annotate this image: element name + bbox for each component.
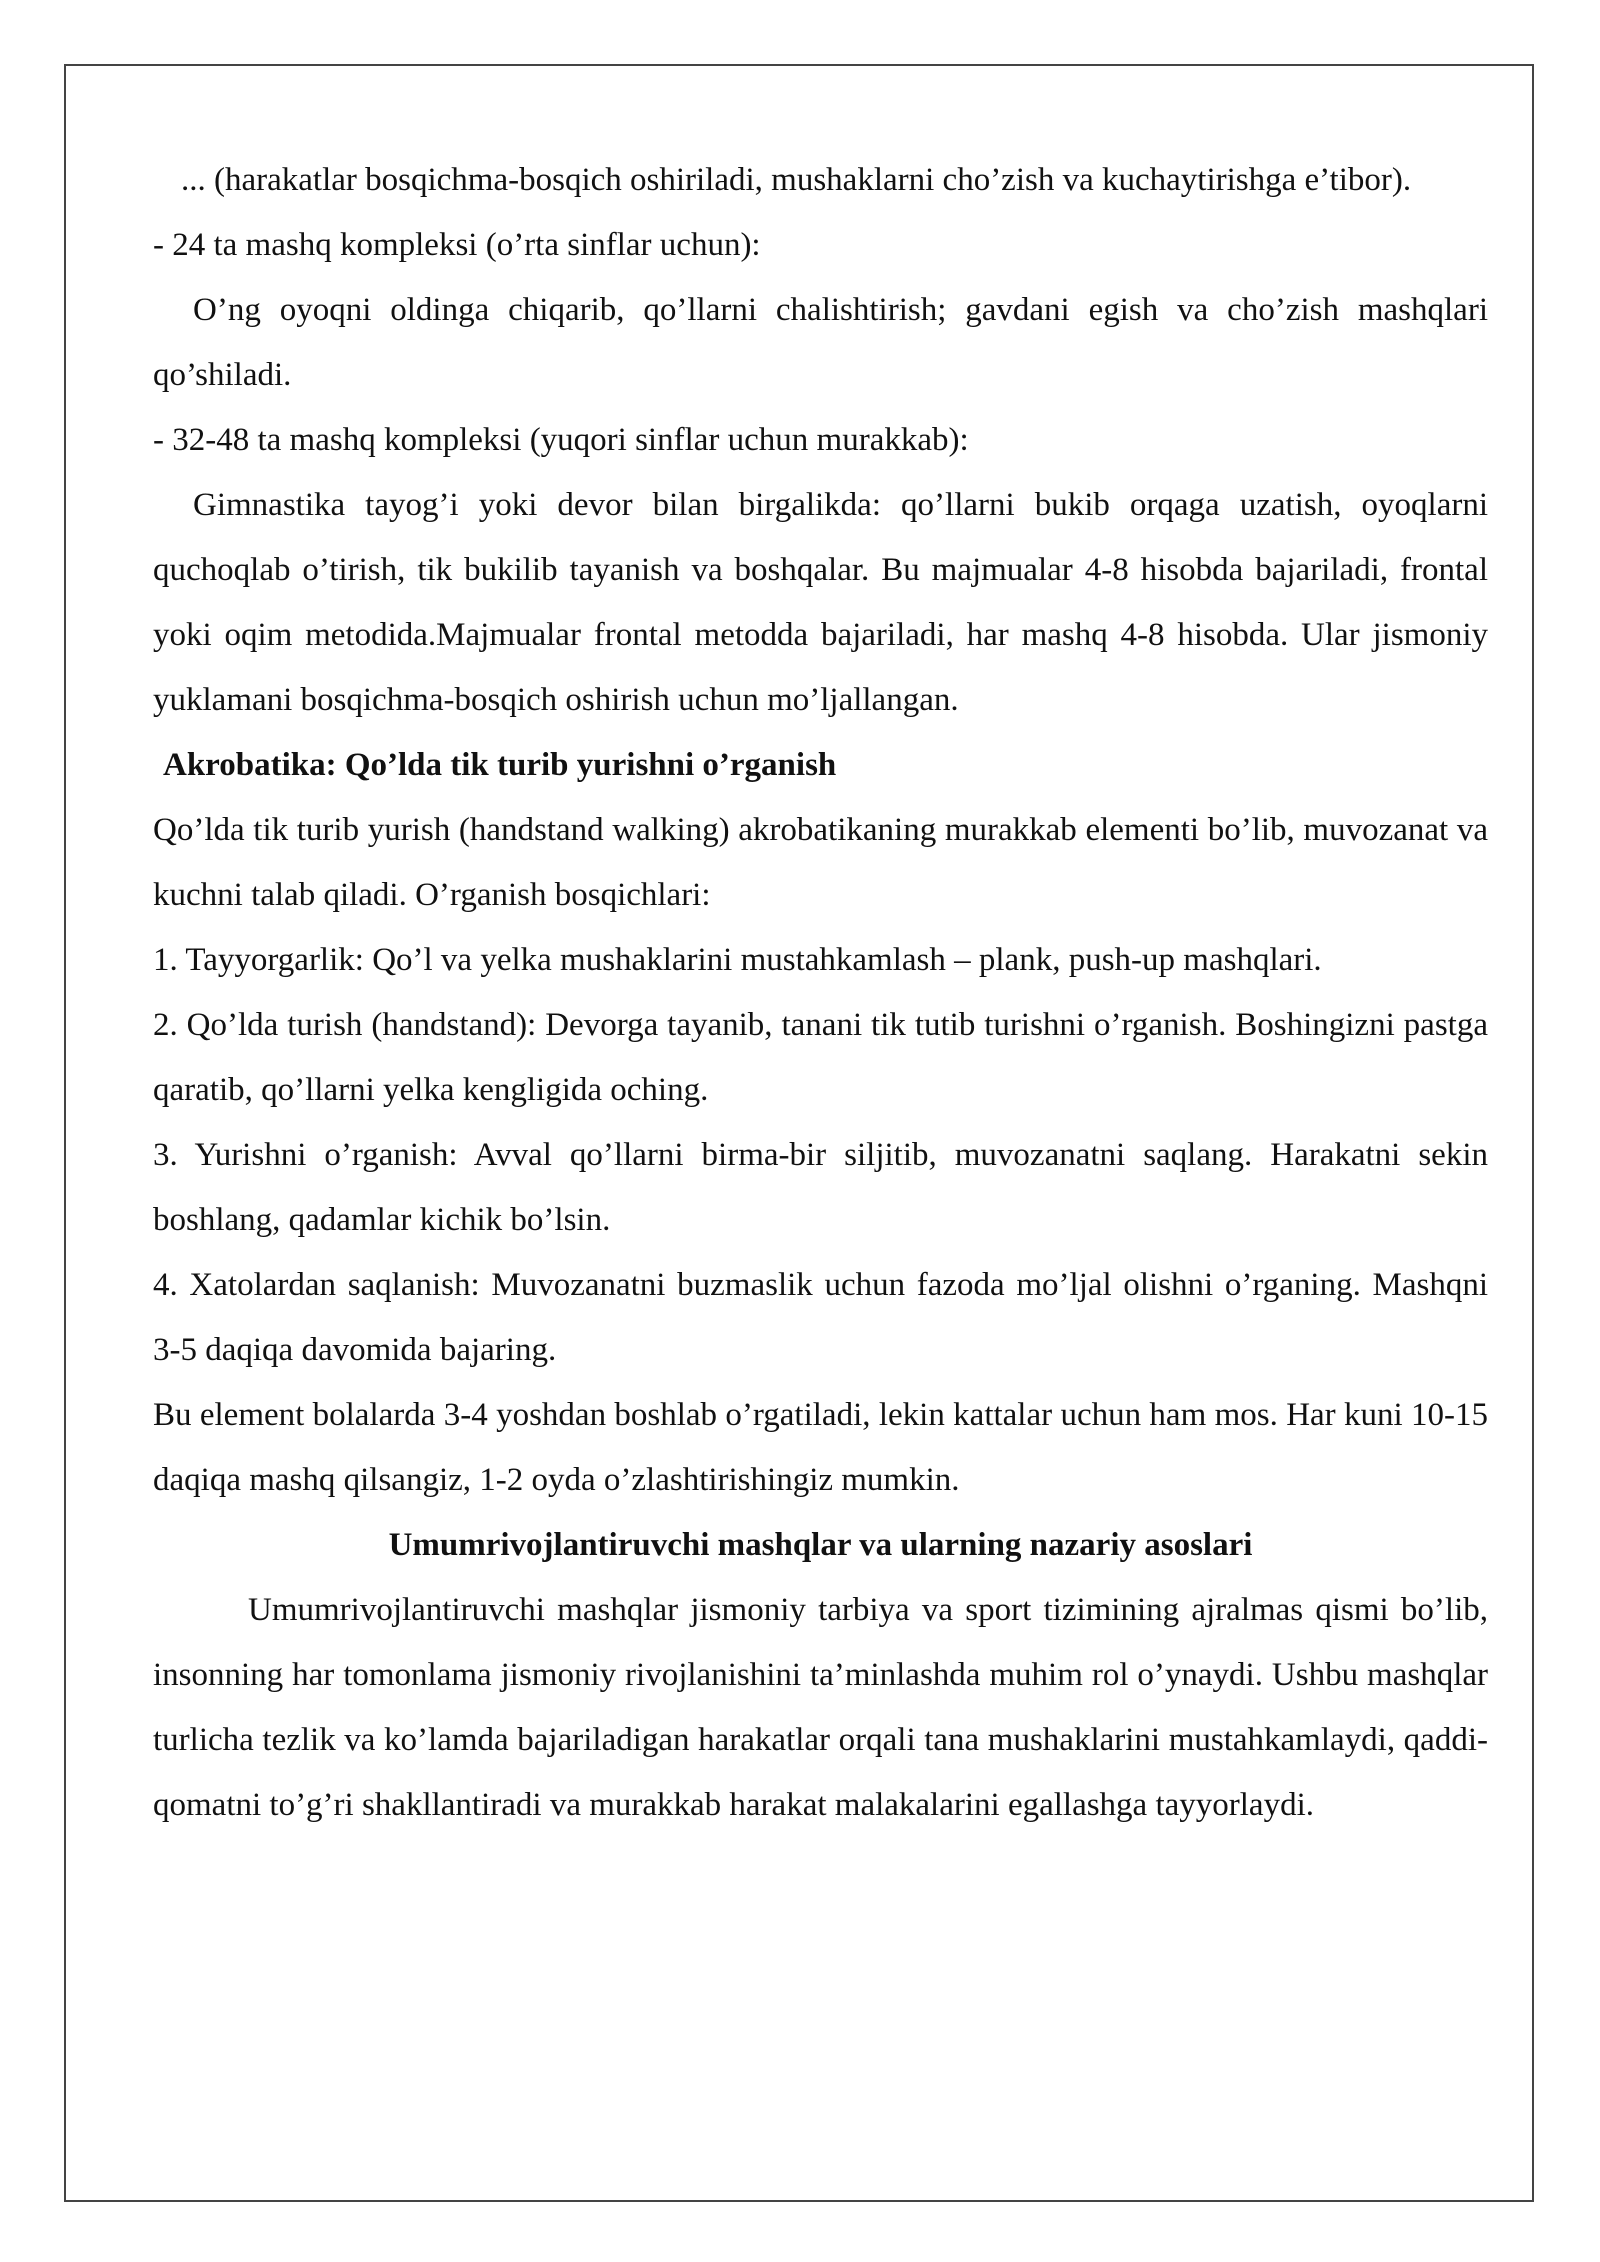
list-item-32-48-complex: - 32-48 ta mashq kompleksi (yuqori sinflar uchun murakkab): (153, 422, 969, 458)
step-2: 2. Qo’lda turish (handstand): Devorga tayanib, tanani tik tutib turishni o’rganish. Boshingizni pastga qaratib, qo’llarni yelka kengligida oching. (153, 1007, 1488, 1108)
paragraph-24-complex-desc: O’ng oyoqni oldinga chiqarib, qo’llarni chalishtirish; gavdani egish va cho’zish mashqlari qo’shiladi. (153, 292, 1488, 393)
paragraph-general-exercises: Umumrivojlantiruvchi mashqlar jismoniy tarbiya va sport tizimining ajralmas qismi bo’lib, insonning har tomonlama jismoniy rivojlanishini ta’minlashda muhim rol o’ynaydi. Ushbu mashqlar turlicha tezlik va ko’lamda bajariladigan harakatlar orqali tana mushaklarini mustahkamlaydi, qaddi-qomatni to’g’ri shakllantiradi va murakkab harakat malakalarini egallashga tayyorlaydi. (153, 1592, 1488, 1823)
section-heading-acrobatics: Akrobatika: Qo’lda tik turib yurishni o’rganish (163, 747, 837, 783)
section-heading-general-exercises: Umumrivojlantiruvchi mashqlar va ularning nazariy asoslari (388, 1527, 1253, 1563)
list-item-24-complex: - 24 ta mashq kompleksi (o’rta sinflar uchun): (153, 227, 761, 263)
paragraph-continuation: ... (harakatlar bosqichma-bosqich oshiriladi, mushaklarni cho’zish va kuchaytirishga e’tibor). (181, 162, 1412, 198)
step-1: 1. Tayyorgarlik: Qo’l va yelka mushaklarini mustahkamlash – plank, push-up mashqlari. (153, 942, 1322, 978)
paragraph-32-48-complex-desc: Gimnastika tayog’i yoki devor bilan birgalikda: qo’llarni bukib orqaga uzatish, oyoqlarni quchoqlab o’tirish, tik bukilib tayanish va boshqalar. Bu majmualar 4-8 hisobda bajariladi, frontal yoki oqim metodida.Majmualar frontal metodda bajariladi, har mashq 4-8 hisobda. Ular jismoniy yuklamani bosqichma-bosqich oshirish uchun mo’ljallangan. (153, 487, 1488, 718)
paragraph-age-note: Bu element bolalarda 3-4 yoshdan boshlab o’rgatiladi, lekin kattalar uchun ham mos. Har kuni 10-15 daqiqa mashq qilsangiz, 1-2 oyda o’zlashtirishingiz mumkin. (153, 1397, 1488, 1498)
step-4: 4. Xatolardan saqlanish: Muvozanatni buzmaslik uchun fazoda mo’ljal olishni o’rganing. Mashqni 3-5 daqiqa davomida bajaring. (153, 1267, 1488, 1368)
document-body (153, 148, 1488, 1838)
paragraph-handstand-intro: Qo’lda tik turib yurish (handstand walking) akrobatikaning murakkab elementi bo’lib, muvozanat va kuchni talab qiladi. O’rganish bosqichlari: (153, 812, 1488, 913)
step-3: 3. Yurishni o’rganish: Avval qo’llarni birma-bir siljitib, muvozanatni saqlang. Harakatni sekin boshlang, qadamlar kichik bo’lsin. (153, 1137, 1488, 1238)
